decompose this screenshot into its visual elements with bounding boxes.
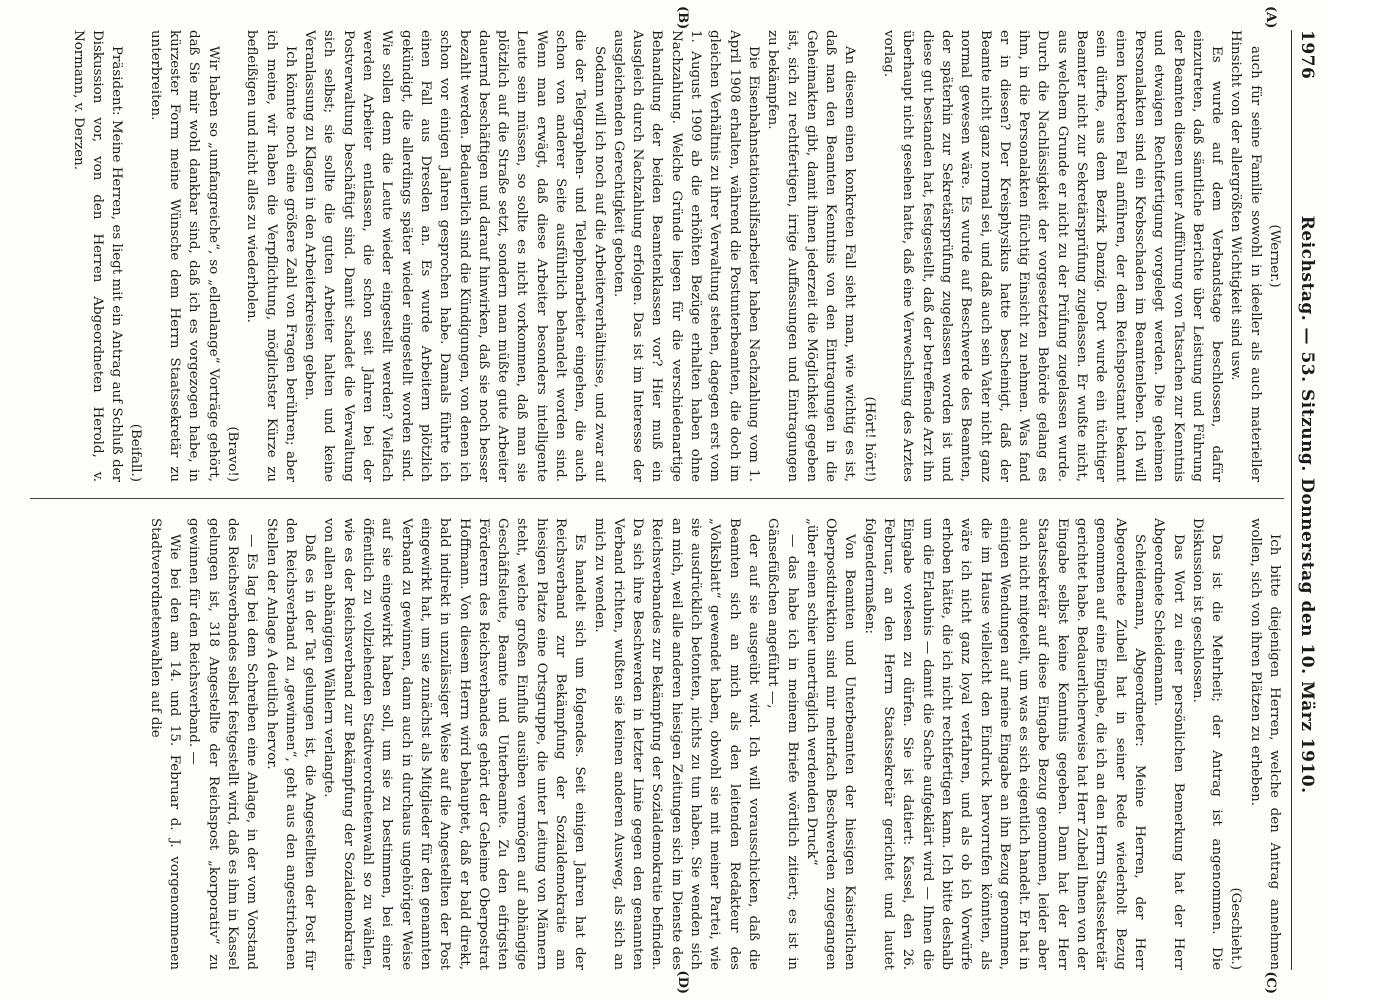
margin-mark-a: (A)	[1263, 6, 1278, 29]
paragraph: Das Wort zu einer persönlichen Bemerkung hat der Herr Abgeordnete Scheidemann.	[1151, 518, 1186, 970]
paragraph: Die Eisenbahnstationshilfsarbeiter haben Nachzahlung vom 1. April 1908 erhalten, während die Postunterbeamten, die doch im gleichen Verhältnis zu ihrer Verwaltung stehen, dagegen erst vom 1. August 1909 ab die erhöhten Bezüge erhalten haben ohne Nachzahlung. Welche Gründe liegen für die verschiedenartige Behandlung der beiden Beamtenklassen vor? Hier muß ein Ausgleich durch Nachzahlung erfolgen. Das ist im Interesse der ausgleichenden Gerechtigkeit geboten.	[610, 30, 761, 482]
paragraph: auch für seine Familie sowohl in ideeller als auch materieller Hinsicht von der allergrößten Wichtigkeit sind usw.	[1228, 30, 1263, 482]
paragraph: Es wurde auf dem Verbandstage beschlossen, dafür einzutreten, daß sämtliche Berichte über Leistung und Führung der Beamten diesen unter Aufführung von Tatsachen zur Kenntnis und etwaigen Rechtfertigung vorgelegt werden. Die geheimen Personalakten sind ein Krebsschaden im Beamtenleben. Ich will einen konkreten Fall anführen, der dem Reichspostamt bekannt sein dürfte, aus dem Bezirk Danzig. Dort wurde ein tüchtiger Beamter nicht zur Sekretärsprüfung zugelassen. Er wußte nicht, aus welchem Grunde er nicht zu der Prüfung zugelassen wurde. Durch die Nachlässigkeit der vorgesetzten Behörde gelang es ihm, in die Personalakten flüchtig Einsicht zu nehmen. Was fand er in diesen? Der Kreisphysikus hatte bescheinigt, daß der Beamte nicht ganz normal sei, und daß auch sein Vater nicht ganz normal gewesen wäre. Es wurde auf Beschwerde des Beamten, der späterhin zur Sekretärsprüfung zugelassen worden ist und diese gut bestanden hat, festgestellt, daß der betreffende Arzt ihn überhaupt nicht gesehen hatte, daß eine Verwechslung des Arztes vorlag.	[881, 30, 1225, 482]
interjection: (Geschieht.)	[1228, 887, 1244, 970]
margin-mark-c: (C)	[1263, 971, 1278, 994]
paragraph: Das ist die Mehrheit; der Antrag ist angenommen. Die Diskussion ist geschlossen.	[1189, 518, 1225, 970]
left-column	[30, 30, 1284, 482]
page-title: Reichstag. — 53. Sitzung. Donnerstag den 10. März 1910.	[1297, 215, 1317, 794]
paragraph: Scheidemann, Abgeordneter: Meine Herren, der Herr Abgeordnete Zubeil hat in seiner Rede wiederholt Bezug genommen auf eine Eingabe, die ich an den Herrn Staatssekretär gerichtet habe. Bedauerlicherweise hat Herr Zubeil Ihnen von der Eingabe selbst keine Kenntnis gegeben. Dann hat der Herr Staatssekretär auf diese Eingabe Bezug genommen, leider aber auch nicht mitgeteilt, um was es sich eigentlich handelt. Er hat in einigen Wendungen auf meine Eingabe an ihn Bezug genommen, die im Hause vielleicht den Eindruck hervorrufen könnten, als wäre ich nicht ganz loyal verfahren, und als ob ich Vorwürfe erhoben hätte, die ich nicht rechtfertigen kann. Ich bitte deshalb um die Erlaubnis — damit die Sache aufgeklärt wird — Ihnen die Eingabe vorlesen zu dürfen. Sie ist datiert: Kassel, den 26. Februar, an den Herrn Staatssekretär gerichtet und lautet folgendermaßen:	[861, 518, 1147, 970]
interjection: (Hört! hört!)	[861, 396, 877, 482]
margin-mark-d: (D)	[675, 970, 690, 994]
paragraph: — das habe ich in meinem Briefe wörtlich zitiert; es ist in Gänsefüßchen angeführt —,	[765, 518, 800, 970]
page-number: 1976	[1297, 30, 1317, 80]
paragraph: — Es lag bei dem Schreiben eine Anlage, in der vom Vorstand des Reichsverbandes selbst festgestellt wird, daß es ihm in Kassel gelungen ist, 318 Angestellte der Reichspost „korporativ“ zu gewinnen für den Reichsverband. —	[186, 518, 260, 970]
column-divider	[30, 498, 1284, 499]
page-header	[1291, 30, 1322, 970]
quoted-paragraph: Es handelt sich um folgendes. Seit einigen Jahren hat der Reichsverband zur Bekämpfung der Sozialdemokratie am hiesigen Platze eine Ortsgruppe, die unter Leitung von Männern steht, welche großen Einfluß ausüben vermögen auf abhängige Geschäftsleute, Beamte und Unterbeamte. Zu den eifrigsten Förderern des Reichsverbandes gehört der Geheime Oberpostrat Hoffmann. Von diesem Herrn wird behauptet, daß er bald direkt, bald indirekt in unzulässiger Weise auf die Angestellten der Post eingewirkt hat, um sie zunächst als Mitglieder für den genannten Verband zu gewinnen, dann auch in durchaus ungehöriger Weise auf sie eingewirkt haben soll, um sie zu bestimmen, bei einer öffentlich zu vollziehenden Stadtverordnetenwahl so zu wählen, wie es der Reichsverband zur Bekämpfung der Sozialdemokratie von allen abhängigen Wählern verlangte.	[321, 518, 588, 970]
paragraph: Sodann will ich noch auf die Arbeiterverhältnisse, und zwar auf die der Telegraphen- und Telephonarbeiter eingehen, die auch schon von anderer Seite ausführlich behandelt worden sind. Wenn man erwägt, daß diese Arbeiter besonders intelligente Leute sein müssen, so sollte es nicht vorkommen, daß man sie plötzlich auf die Straße setzt, sondern man müßte gute Arbeiter dauernd beschäftigen und darauf hinwirken, daß sie noch besser bezahlt werden. Bedauerlich sind die Kündigungen, von denen ich schon vor einigen Jahren gesprochen habe. Damals führte ich einen Fall aus Dresden an. Es wurde Arbeitern plötzlich gekündigt, die allerdings später wieder eingestellt worden sind. Wie sollen denn die Leute wieder eingestellt werden? Vielfach werden Arbeiter entlassen, die schon seit Jahren bei der Postverwaltung beschäftigt sind. Damit schadet die Verwaltung sich selbst; sie sollte die guten Arbeiter halten und keine Veranlassung zu Klagen in den Arbeiterkreisen geben.	[302, 30, 607, 482]
speaker-reference: (Werner.)	[1267, 224, 1282, 288]
interjection: (Beifall.)	[128, 423, 144, 482]
quoted-paragraph: Von Beamten und Unterbeamten der hiesigen Kaiserlichen Oberpostdirektion sind mir mehrfach Beschwerden zugegangen „über einen schier unerträglich werdenden Druck“	[803, 518, 858, 970]
interjection: (Bravo!)	[224, 426, 240, 482]
paragraph: Ich bitte diejenigen Herren, welche den Antrag annehmen wollen, sich von ihren Plätzen zu erheben.	[1247, 518, 1282, 970]
quoted-paragraph: Wie bei den am 14. und 15. Februar d. J. vorgenommenen Stadtverordnetenwahlen auf die	[147, 518, 183, 970]
margin-mark-b: (B)	[675, 6, 690, 30]
paragraph: Ich könnte noch eine größere Zahl von Fragen berühren; aber ich meine, wir haben die Verpflichtung, möglichster Kürze zu befleißigen und nicht alles zu wiederholen.	[244, 30, 298, 482]
paragraph: An diesem einen konkreten Fall sieht man, wie wichtig es ist, daß man den Beamten Kenntnis von den Eintragungen in die Geheimakten gibt, damit ihnen jederzeit die Möglichkeit gegeben ist, sich zu rechtfertigen, irrige Auffassungen und Eintragungen zu bekämpfen.	[765, 30, 858, 482]
quoted-paragraph: Daß es in der Tat gelungen ist, die Angestellten der Post für den Reichsverband zu „gewinnen“, geht aus den angestrichenen Stellen der Anlage A deutlich hervor.	[263, 518, 318, 970]
right-column	[30, 518, 1284, 970]
paragraph: Präsident: Meine Herren, es liegt mit ein Antrag auf Schluß der Diskussion vor, von den Herren Abgeordneten Herold, v. Normann, v. Derzen.	[70, 30, 125, 482]
quoted-paragraph: der auf sie ausgeübt wird. Ich will vorausschicken, daß die Beamten sich an mich als den leitenden Redakteur des „Volksblatt“ gewendet haben, obwohl sie mit meiner Partei, wie sie ausdrücklich betonten, nichts zu tun haben. Sie wenden sich an mich, weil alle anderen hiesigen Zeitungen sich im Dienste des Reichsverbandes zur Bekämpfung der Sozialdemokratie befinden. Da sich ihre Beschwerden in letzter Linie gegen den genannten Verband richten, wußten sie keinen anderen Ausweg, als sich an mich zu wenden.	[591, 518, 761, 970]
paragraph: Wir haben so „umfangreiche“, so „ellenlange“ Vorträge gehört, daß Sie mir wohl dankbar sind, daß ich es vorgezogen habe, in kürzester Form meine Wünsche dem Herrn Staatssekretär zu unterbreiten.	[147, 30, 221, 482]
